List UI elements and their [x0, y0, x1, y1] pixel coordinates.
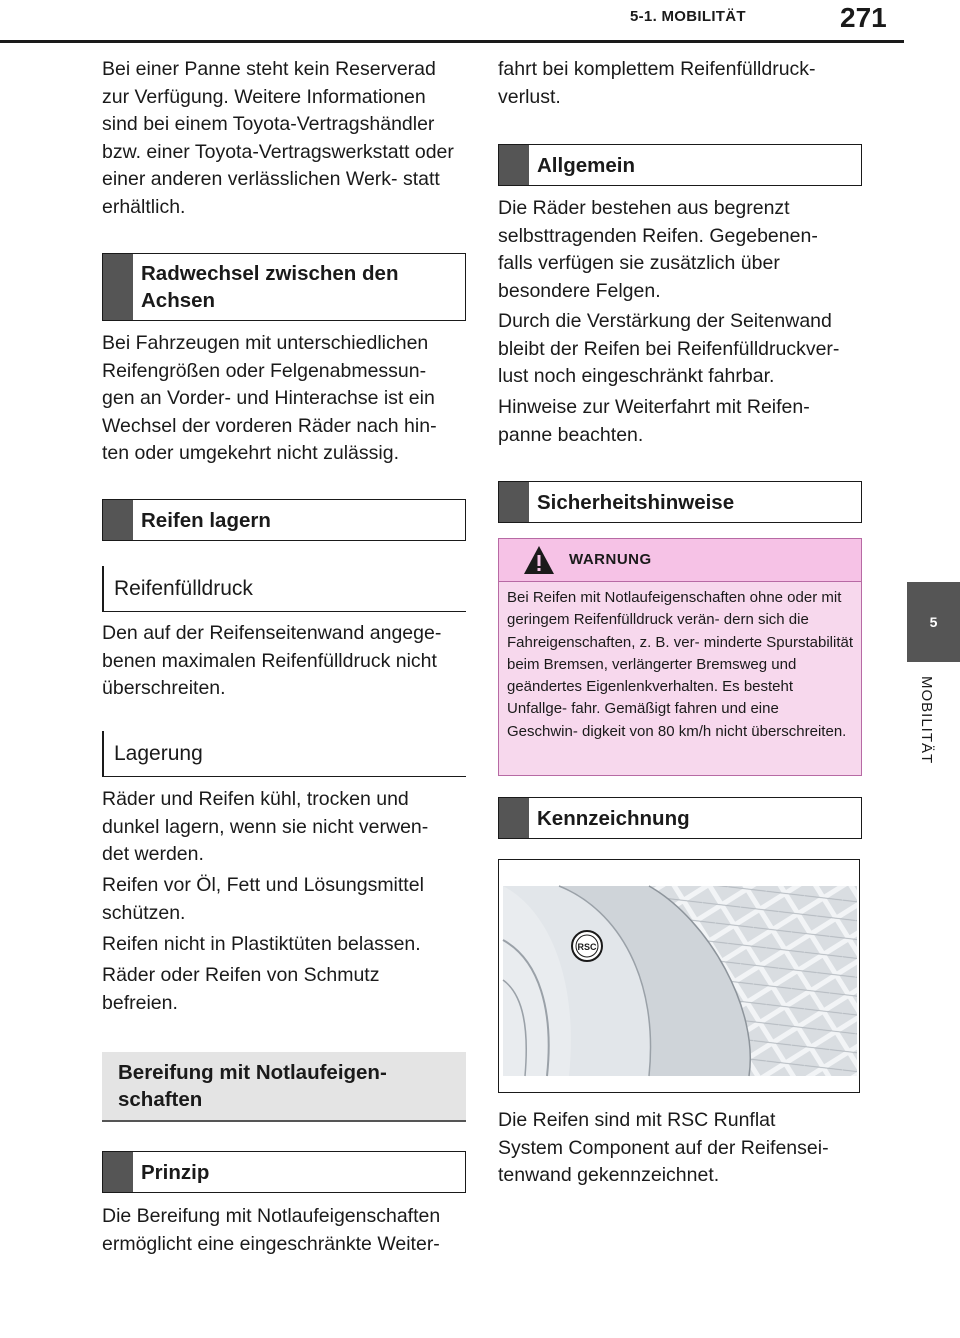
paragraph-prinzip-end: fahrt bei komplettem Reifenfülldruck- verlust.	[498, 58, 816, 108]
heading-prinzip	[102, 1151, 466, 1193]
lagerung-paragraph-4: Räder oder Reifen von Schmutz befreien.	[102, 964, 380, 1014]
subheading-lagerung	[102, 731, 466, 777]
heading-bar	[103, 254, 133, 320]
warning-box	[498, 538, 862, 776]
lagerung-paragraph-1: Räder und Reifen kühl, trocken und dunkel lagern, wenn sie nicht verwen- det werden.	[102, 788, 429, 865]
heading-sicherheit	[498, 481, 862, 523]
heading-radwechsel	[102, 253, 466, 321]
heading-kennzeichnung-text: Kennzeichnung	[537, 806, 690, 830]
lagerung-paragraph-3: Reifen nicht in Plastiktüten belassen.	[102, 933, 421, 955]
heading-notlauf-text: Bereifung mit Notlaufeigen- schaften	[118, 1061, 387, 1111]
page-number: 271	[840, 2, 887, 33]
heading-bar	[499, 482, 529, 522]
heading-prinzip-text: Prinzip	[141, 1160, 210, 1184]
heading-bar	[499, 798, 529, 838]
subheading-lagerung-text: Lagerung	[114, 741, 203, 765]
heading-bar	[103, 500, 133, 540]
rsc-logo	[572, 931, 602, 961]
heading-radwechsel-text: Radwechsel zwischen den Achsen	[141, 262, 399, 312]
lagerung-paragraph-2: Reifen vor Öl, Fett und Lösungsmittel schützen.	[102, 874, 424, 924]
heading-reifen-lagern	[102, 499, 466, 541]
paragraph-reifenfuelldruck: Den auf der Reifenseitenwand angege- benen maximalen Reifenfülldruck nicht überschreiten.	[102, 622, 442, 699]
heading-bar	[499, 145, 529, 185]
page-header	[0, 0, 960, 48]
heading-reifen-lagern-text: Reifen lagern	[141, 508, 271, 532]
warning-title: WARNUNG	[569, 551, 652, 568]
warning-triangle-icon	[523, 545, 555, 575]
heading-bar	[103, 1152, 133, 1192]
heading-sicherheit-text: Sicherheitshinweise	[537, 490, 735, 514]
allgemein-paragraph-3: Hinweise zur Weiterfahrt mit Reifen- panne beachten.	[498, 396, 810, 446]
paragraph-radwechsel: Bei Fahrzeugen mit unterschiedlichen Reifengrößen oder Felgenabmessun- gen an Vorder- und Hinterachse ist ein Wechsel der vorderen Räder nach hin- ten oder umgekehrt nicht zulässig.	[102, 332, 437, 464]
chapter-tab[interactable]: 5	[907, 582, 960, 662]
paragraph-prinzip-start: Die Bereifung mit Notlaufeigenschaften ermöglicht eine eingeschränkte Weiter-	[102, 1205, 441, 1255]
heading-kennzeichnung	[498, 797, 862, 839]
allgemein-paragraph-2: Durch die Verstärkung der Seitenwand bleibt der Reifen bei Reifenfülldruckver- lust noch eingeschränkt fahrbar.	[498, 310, 840, 387]
warning-text: Bei Reifen mit Notlaufeigenschaften ohne oder mit geringem Reifenfülldruck verän- dern sich die Fahreigenschaften, z. B. ver- minderte Spurstabilität beim Bremsen, verlängerter Bremsweg und geändertes Eigenlenkverhalten. Es besteht Unfallge- fahr. Gemäßigt fahren und eine Geschwin- digkeit von 80 km/h nicht überschreiten.	[507, 589, 853, 740]
chapter-label: MOBILITÄT	[918, 676, 935, 765]
heading-notlauf	[102, 1052, 466, 1122]
rsc-logo-text: RSC	[577, 942, 597, 952]
heading-allgemein	[498, 144, 862, 186]
allgemein-paragraph-1: Die Räder bestehen aus begrenzt selbsttragenden Reifen. Gegebenen- falls verfügen sie zusätzlich über besondere Felgen.	[498, 197, 818, 302]
warning-header	[499, 539, 861, 582]
intro-paragraph: Bei einer Panne steht kein Reserverad zur Verfügung. Weitere Informationen sind bei einem Toyota-Vertragshändler bzw. einer Toyota-Vertragswerkstatt oder einer anderen verlässlichen Werk- statt erhältlich.	[102, 58, 454, 218]
paragraph-kennzeichnung: Die Reifen sind mit RSC Runflat System Component auf der Reifensei- tenwand gekennzeichnet.	[498, 1109, 829, 1186]
tyre-drawing	[499, 860, 860, 1093]
section-title: 5-1. MOBILITÄT	[630, 8, 746, 25]
subheading-reifenfuelldruck	[102, 566, 466, 612]
tyre-illustration	[498, 859, 860, 1093]
header-rule	[0, 40, 904, 43]
subheading-reifenfuelldruck-text: Reifenfülldruck	[114, 576, 253, 600]
heading-allgemein-text: Allgemein	[537, 153, 635, 177]
